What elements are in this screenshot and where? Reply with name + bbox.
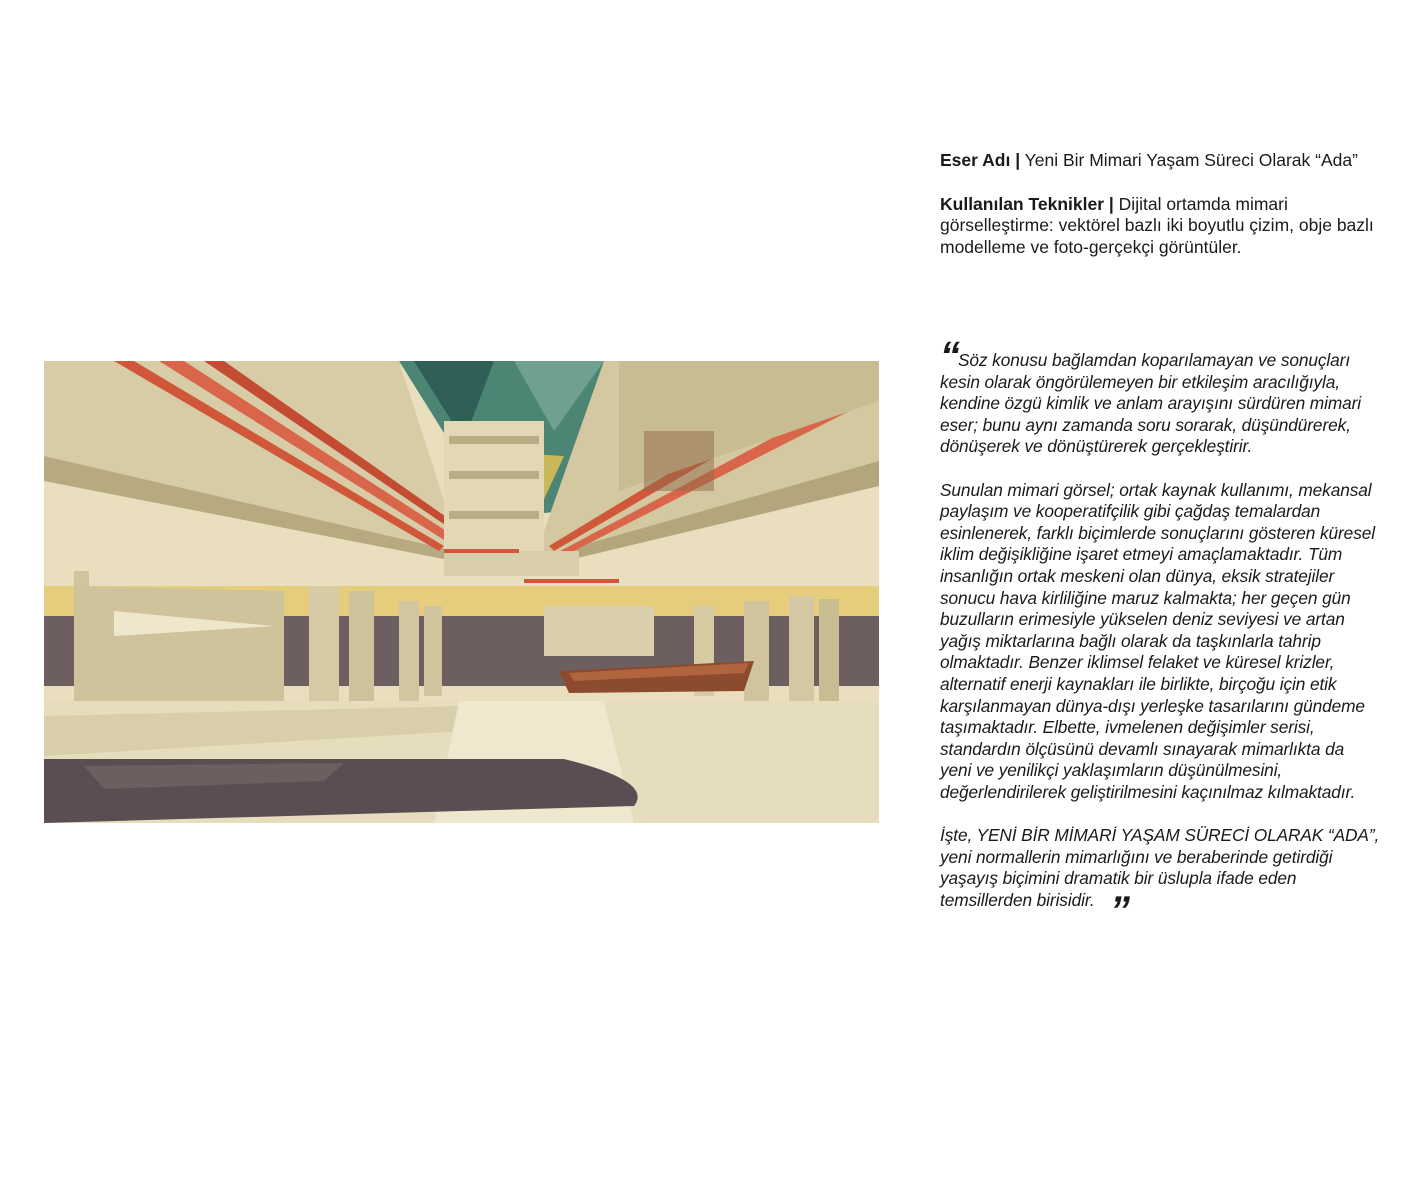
techniques-value: Dijital ortamda mimari görselleştirme: vektörel bazlı iki boyutlu çizim, obje bazlı modelleme ve foto-gerçekçi görüntüler. bbox=[940, 193, 1374, 257]
open-quote-mark: “ bbox=[940, 334, 960, 378]
statement-text-2: Sunulan mimari görsel; ortak kaynak kullanımı, mekansal paylaşım ve kooperatifçilik gibi çağdaş temalardan esinlenerek, farklı biçimlerde sonuçlarını gösteren küresel iklim değişikliğine işaret etmeyi amaçlamaktadır. Tüm insanlığın ortak meskeni olan dünya, eksik stratejiler sonucu hava kirliliğine maruz kalmakta; her geçen gün buzulların erimesiyle yükselen deniz seviyesi ve artan yağış miktarlarına bağlı olarak da taşkınlarla tahrip olmaktadır. Benzer iklimsel felaket ve küresel krizler, alternatif enerji kaynakları ile birlikte, birçoğu için etik karşılanmayan dünya-dışı yerleşke tasarılarını gündeme taşımaktadır. Elbette, ivmelenen değişimler serisi, standardın ölçüsünü devamlı sınayarak mimarlıkta da yeni ve yenilikçi yaklaşımların düşünülmesini, değerlendirilerek geliştirilmesini kaçınılmaz kılmaktadır. bbox=[940, 479, 1375, 802]
title-label: Eser Adı | bbox=[940, 150, 1021, 170]
statement-text-3: İşte, YENİ BİR MİMARİ YAŞAM SÜRECİ OLARAK “ADA”, yeni normallerin mimarlığını ve beraberinde getirdiği yaşayış biçimini dramatik bir üslupla ifade eden temsillerden birisidir. bbox=[940, 825, 1380, 910]
statement-paragraph-2 bbox=[940, 480, 1380, 804]
close-quote-mark: ” bbox=[1110, 889, 1130, 934]
techniques-line bbox=[940, 194, 1380, 259]
statement-paragraph-3 bbox=[940, 825, 1380, 911]
statement-text-1: Söz konusu bağlamdan koparılamayan ve sonuçları kesin olarak öngörülemeyen bir etkileşim aracılığıyla, kendine özgü kimlik ve anlam arayışını sürdüren mimari eser; bunu aynı zamanda soru sorarak, düşündürerek, dönüşerek ve dönüştürerek gerçekleştirir. bbox=[940, 350, 1362, 457]
artwork-meta bbox=[940, 150, 1380, 258]
title-value: Yeni Bir Mimari Yaşam Süreci Olarak “Ada” bbox=[1024, 150, 1358, 170]
statement-paragraph-1 bbox=[940, 350, 1380, 458]
render-illustration bbox=[44, 361, 879, 823]
text-column bbox=[940, 150, 1380, 934]
architectural-render bbox=[44, 361, 879, 823]
techniques-label: Kullanılan Teknikler | bbox=[940, 193, 1114, 214]
left-wall bbox=[74, 586, 284, 721]
artist-statement bbox=[940, 334, 1380, 934]
title-line bbox=[940, 150, 1380, 172]
